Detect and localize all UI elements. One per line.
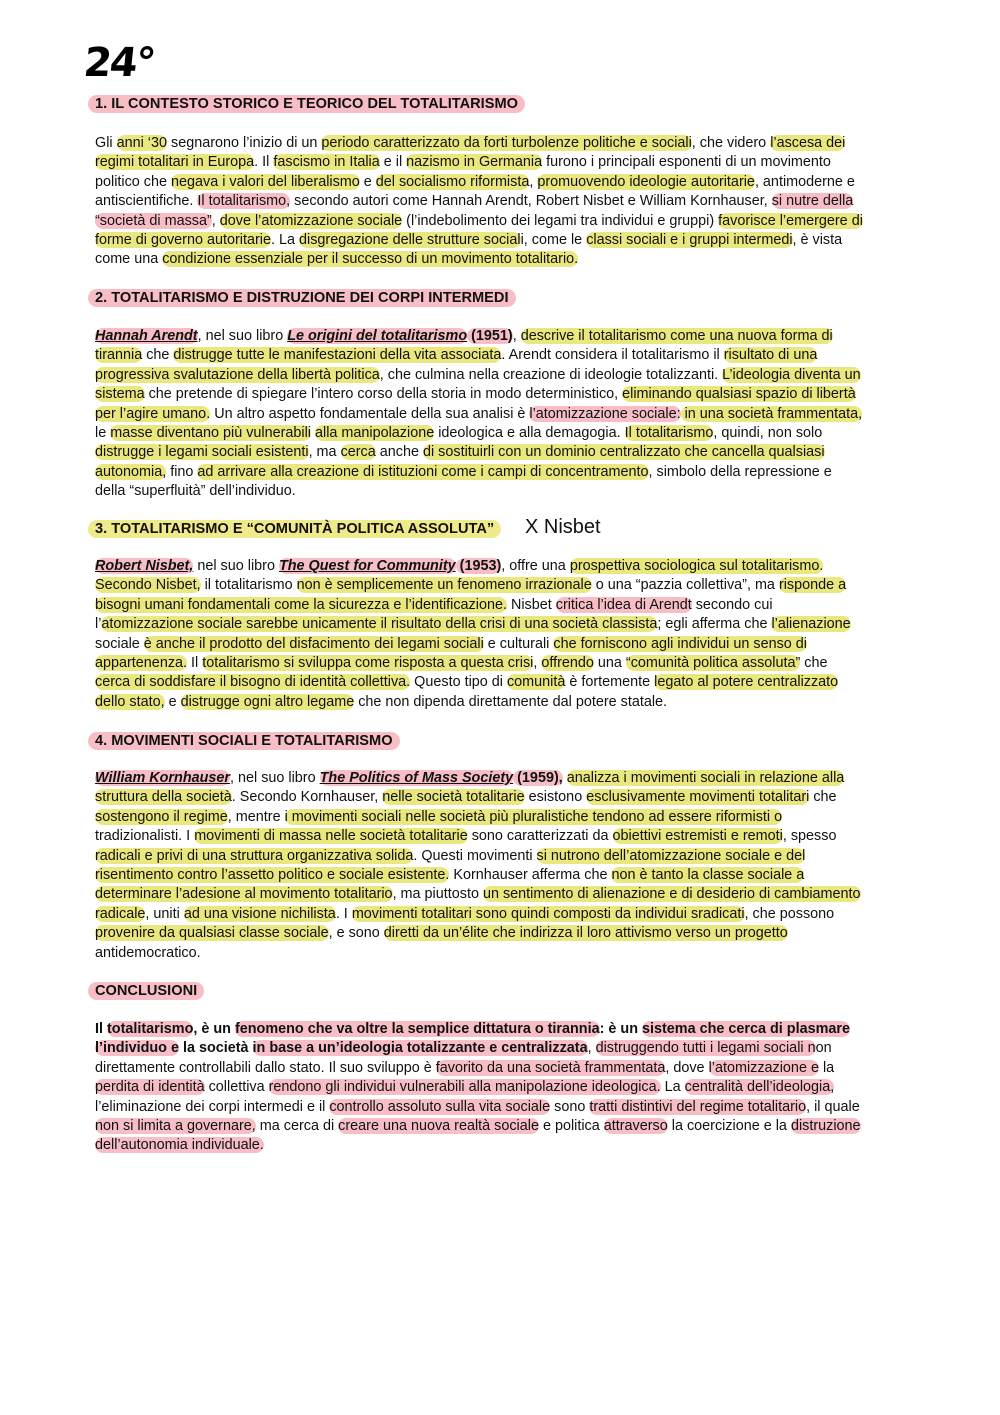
- highlighted-text: perdita di identità: [95, 1079, 205, 1096]
- text-line: [95, 1117, 910, 1136]
- text-run: antiscientifiche.: [95, 193, 198, 210]
- text-line: [95, 212, 910, 231]
- highlighted-text: classi sociali e i gruppi intermedi: [586, 232, 793, 249]
- text-run: furono i principali esponenti di un movimento: [542, 154, 831, 171]
- text-line: [95, 808, 910, 827]
- highlighted-text: determinare l’adesione al movimento totalitario: [95, 886, 393, 903]
- highlighted-text: The Quest for Community: [278, 558, 456, 574]
- text-run: che: [809, 789, 837, 806]
- highlighted-text: creare una nuova realtà sociale: [338, 1118, 539, 1135]
- highlighted-text: sistema che cerca di plasmare: [641, 1021, 850, 1037]
- section-4-title: 4. MOVIMENTI SOCIALI E TOTALITARISMO: [88, 731, 400, 751]
- highlighted-text: totalitarismo si sviluppa come risposta a questa crisi: [202, 655, 534, 672]
- text-run: Un altro aspetto fondamentale della sua analisi è: [210, 405, 530, 422]
- highlighted-text: movimenti totalitari sono quindi composti da individui sradicati: [351, 905, 745, 922]
- highlighted-text: (1959),: [513, 770, 563, 786]
- highlighted-text: controllo assoluto sulla vita sociale: [329, 1098, 551, 1115]
- text-run: , uniti: [145, 905, 184, 922]
- highlighted-text: critica l’idea di Arendt: [555, 596, 692, 613]
- text-line: [95, 366, 910, 385]
- text-line: [95, 385, 910, 404]
- highlighted-text: autonomia,: [95, 463, 167, 480]
- text-run: e il: [379, 154, 407, 171]
- highlighted-text: Hannah Arendt: [95, 328, 198, 344]
- text-run: , nel suo libro: [197, 328, 288, 344]
- highlighted-text: condizione essenziale per il successo di un movimento totalitario.: [162, 251, 579, 268]
- text-line: [95, 250, 910, 269]
- highlighted-text: Il totalitarismo,: [197, 193, 291, 210]
- text-run: . La: [270, 232, 299, 249]
- highlighted-text: si nutrono dell’atomizzazione sociale e del: [536, 847, 806, 864]
- section-4-paragraph: [95, 769, 910, 963]
- highlighted-text: regimi totalitari in Europa: [95, 154, 255, 171]
- highlighted-text: centralità dell’ideologia,: [684, 1079, 835, 1096]
- text-line: [95, 153, 910, 172]
- text-run: , e sono: [328, 925, 384, 942]
- highlighted-text: sistema: [95, 386, 145, 403]
- text-run: una: [593, 655, 626, 672]
- text-run: e: [359, 173, 376, 190]
- text-run: l’: [95, 616, 102, 633]
- highlighted-text: disgregazione delle strutture social: [299, 232, 521, 249]
- highlighted-text: l’atomizzazione e: [708, 1059, 819, 1076]
- section-3-title: 3. TOTALITARISMO E “COMUNITÀ POLITICA ASSOLUTA”: [88, 519, 501, 539]
- highlighted-text: diretti da un’élite che indirizza il loro attivismo verso un progetto: [383, 925, 788, 942]
- highlighted-text: dello stato,: [95, 693, 165, 710]
- highlighted-text: “società di massa”: [95, 212, 212, 229]
- text-run: tradizionalisti. I: [95, 828, 195, 845]
- highlighted-text: di sostituirli con un dominio centralizzato che cancella qualsiasi: [422, 444, 825, 461]
- text-run: Il: [187, 655, 203, 672]
- highlighted-text: nelle società totalitarie: [382, 789, 525, 806]
- highlighted-text: dove l’atomizzazione sociale: [219, 212, 403, 229]
- text-line: [95, 885, 910, 904]
- highlighted-text: negava i valori del liberalismo: [171, 173, 360, 190]
- highlighted-text: totalitarismo: [107, 1021, 194, 1037]
- highlighted-text: tratti distintivi del regime totalitario: [589, 1098, 807, 1115]
- text-run: Questo tipo di: [410, 674, 507, 691]
- text-run: La: [660, 1079, 685, 1096]
- highlighted-text: Il: [95, 1021, 107, 1037]
- text-line: [95, 827, 910, 846]
- text-run: la coercizione e la: [667, 1118, 791, 1135]
- highlighted-text: , è un: [193, 1021, 235, 1037]
- highlighted-text: tirannia: [95, 347, 143, 364]
- highlighted-text: è anche il prodotto del disfacimento dei legami sociali: [143, 635, 484, 652]
- text-run: , che possono: [744, 905, 835, 922]
- text-line: [95, 192, 910, 211]
- text-line: [95, 1136, 910, 1155]
- text-line: [95, 1098, 910, 1117]
- text-run: ; egli afferma che: [657, 616, 772, 633]
- highlighted-text: distruzione: [790, 1118, 861, 1135]
- text-run: , che culmina nella creazione di ideologie totalizzanti.: [379, 366, 723, 383]
- text-line: [95, 346, 910, 365]
- text-run: e politica: [538, 1118, 604, 1135]
- highlighted-text: appartenenza.: [95, 655, 188, 672]
- highlighted-text: legato al potere centralizzato: [654, 674, 839, 691]
- highlighted-text: radicale: [95, 905, 146, 922]
- text-line: [95, 905, 910, 924]
- text-run: antidemocratico.: [95, 944, 201, 961]
- highlighted-text: attraverso: [603, 1118, 668, 1135]
- text-line: [95, 673, 910, 692]
- text-run: ,: [587, 1040, 596, 1057]
- text-run: , ma: [308, 444, 341, 461]
- text-run: , offre una: [501, 558, 570, 574]
- highlighted-text: un sentimento di alienazione e di desiderio di cambiamento: [482, 886, 861, 903]
- text-run: , ma piuttosto: [392, 886, 483, 903]
- text-run: Nisbet: [506, 596, 556, 613]
- highlighted-text: anni ‘30: [116, 135, 168, 151]
- text-run: le: [95, 425, 111, 442]
- text-line: [95, 788, 910, 807]
- highlighted-text: periodo caratterizzato da forti turbolenze politiche e sociali: [321, 135, 692, 151]
- highlighted-text: The Politics of Mass Society: [319, 770, 514, 786]
- text-run: la: [818, 1059, 835, 1076]
- highlighted-text: distrugge tutte le manifestazioni della vita associata: [173, 347, 502, 364]
- text-run: . Questi movimenti: [413, 847, 537, 864]
- text-run: . Il: [254, 154, 274, 171]
- text-run: nel suo libro: [193, 558, 279, 574]
- text-run: , che videro: [691, 135, 771, 151]
- text-run: . Secondo Kornhauser,: [231, 789, 383, 806]
- highlighted-text: distrugge ogni altro legame: [180, 693, 355, 710]
- text-line: [95, 231, 910, 250]
- text-run: , nel suo libro: [230, 770, 320, 786]
- highlighted-text: progressiva svalutazione della libertà politica: [95, 366, 380, 383]
- highlighted-text: cerca: [340, 444, 376, 461]
- text-line: [95, 654, 910, 673]
- highlighted-text: non si limita a governare,: [95, 1118, 256, 1135]
- section-2-paragraph: [95, 327, 910, 502]
- text-run: , simbolo della repressione e: [648, 463, 832, 480]
- highlighted-text: sostengono il regime: [95, 808, 228, 825]
- highlighted-text: (1951): [467, 328, 513, 344]
- highlighted-text: per l’agire umano.: [95, 405, 211, 422]
- text-line: [95, 173, 910, 192]
- section-1-title: 1. IL CONTESTO STORICO E TEORICO DEL TOTALITARISMO: [88, 94, 525, 114]
- highlighted-text: nazismo in Germania: [406, 154, 543, 171]
- text-run: collettiva: [204, 1079, 269, 1096]
- text-run: che: [142, 347, 174, 364]
- text-run: direttamente controllabili dallo stato. Il suo sviluppo è: [95, 1059, 436, 1076]
- text-run: che pretende di spiegare l’intero corso della storia in modo deterministico,: [144, 386, 623, 403]
- text-run: secondo cui: [691, 596, 773, 613]
- highlighted-text: bisogni umani fondamentali come la sicurezza e l’identificazione.: [95, 596, 507, 613]
- highlighted-text: descrive il totalitarismo come una nuova forma di: [520, 328, 833, 344]
- highlighted-text: Il totalitarismo: [624, 425, 714, 442]
- text-run: l’eliminazione dei corpi intermedi e il: [95, 1098, 330, 1115]
- margin-note: X Nisbet: [525, 516, 601, 538]
- text-run: come una: [95, 251, 163, 268]
- conclusions-title: CONCLUSIONI: [88, 981, 204, 1001]
- text-line: [95, 134, 910, 153]
- text-line: [95, 635, 910, 654]
- highlighted-text: Secondo Nisbet,: [95, 577, 201, 594]
- text-run: i, come le: [520, 232, 587, 249]
- text-line: [95, 482, 910, 501]
- text-line: [95, 847, 910, 866]
- highlighted-text: : è un: [599, 1021, 642, 1037]
- text-run: della “superfluità” dell’individuo.: [95, 483, 296, 500]
- text-run: o una “pazzia collettiva”, ma: [591, 577, 779, 594]
- text-run: che non dipenda direttamente dal potere statale.: [354, 693, 668, 710]
- text-run: esistono: [524, 789, 587, 806]
- text-run: on: [815, 1040, 832, 1057]
- highlighted-text: struttura della società: [95, 789, 232, 806]
- highlighted-text: alla manipolazione: [315, 425, 435, 442]
- highlighted-text: i movimenti sociali nelle società più pluralistiche tendono ad essere riformisti o: [284, 808, 783, 825]
- text-run: ,: [512, 328, 521, 344]
- highlighted-text: del socialismo riformista: [375, 173, 530, 190]
- text-line: [95, 443, 910, 462]
- highlighted-text: obiettivi estremisti e remoti: [612, 828, 783, 845]
- section-1-paragraph: [95, 134, 910, 270]
- text-run: ,: [211, 212, 220, 229]
- text-run: sono: [550, 1098, 590, 1115]
- text-run: è fortemente: [565, 674, 655, 691]
- text-run: , dove: [665, 1059, 709, 1076]
- highlighted-text: promuovendo ideologie autoritarie: [537, 173, 755, 190]
- text-run: , spesso: [782, 828, 837, 845]
- text-line: [95, 405, 910, 424]
- highlighted-text: L’ideologia diventa un: [722, 366, 861, 383]
- highlighted-text: fenomeno che va oltre la semplice dittatura o tirannia: [234, 1021, 600, 1037]
- highlighted-text: l’ascesa dei: [770, 135, 846, 151]
- highlighted-text: favorisce l’emergere di: [718, 212, 863, 229]
- conclusions-paragraph: [95, 1020, 910, 1156]
- highlighted-text: in base a un’ideologia totalizzante e centralizzata: [252, 1040, 588, 1057]
- text-run: , quindi, non solo: [713, 425, 823, 442]
- highlighted-text: masse diventano più vulnerabili: [110, 425, 311, 442]
- text-run: , mentre: [227, 808, 285, 825]
- highlighted-text: l’individuo e: [95, 1040, 179, 1057]
- text-run: Gli: [95, 135, 117, 151]
- text-run: (l’indebolimento dei legami tra individui e gruppi): [402, 212, 719, 229]
- text-line: [95, 1078, 910, 1097]
- highlighted-text: risultato di una: [723, 347, 818, 364]
- text-run: politico che: [95, 173, 171, 190]
- highlighted-text: distruggendo tutti i legami sociali n: [595, 1040, 816, 1057]
- text-run: . I: [335, 905, 352, 922]
- text-line: [95, 769, 910, 788]
- highlighted-text: radicali e privi di una struttura organizzativa solida: [95, 847, 414, 864]
- highlighted-text: risentimento contro l’assetto politico e sociale esistente.: [95, 867, 450, 884]
- text-line: [95, 924, 910, 943]
- text-run: . Arendt considera il totalitarismo il: [501, 347, 724, 364]
- text-run: sono caratterizzati da: [467, 828, 613, 845]
- text-line: [95, 1059, 910, 1078]
- text-run: anche: [375, 444, 423, 461]
- text-line: [95, 463, 910, 482]
- highlighted-text: non è tanto la classe sociale a: [611, 867, 805, 884]
- text-run: ,: [529, 173, 538, 190]
- highlighted-text: cerca di soddisfare il bisogno di identità collettiva.: [95, 674, 411, 691]
- highlighted-text: William Kornhauser: [95, 770, 231, 786]
- text-run: ma cerca di: [255, 1118, 339, 1135]
- highlighted-text: ad una visione nichilista: [183, 905, 336, 922]
- text-run: , è vista: [792, 232, 843, 249]
- highlighted-text: che forniscono agli individui un senso di: [553, 635, 807, 652]
- highlighted-text: offrendo: [541, 655, 594, 672]
- text-line: [95, 596, 910, 615]
- text-run: Kornhauser afferma che: [449, 867, 612, 884]
- highlighted-text: risponde a: [778, 577, 847, 594]
- highlighted-text: l’alienazione: [771, 616, 851, 633]
- highlighted-text: non è semplicemente un fenomeno irrazionale: [296, 577, 592, 594]
- text-line: [95, 866, 910, 885]
- highlighted-text: prospettiva sociologica sul totalitarismo.: [569, 558, 824, 574]
- text-run: e: [164, 693, 181, 710]
- text-run: e culturali: [483, 635, 554, 652]
- text-run: il totalitarismo: [200, 577, 297, 594]
- highlighted-text: (1953): [455, 558, 502, 574]
- highlighted-text: fascismo in Italia: [273, 154, 380, 171]
- highlighted-text: “comunità politica assoluta”: [625, 655, 801, 672]
- highlighted-text: esclusivamente movimenti totalitari: [586, 789, 810, 806]
- highlighted-text: ad arrivare alla creazione di istituzioni come i campi di concentramento: [197, 463, 649, 480]
- text-run: , antimoderne e: [754, 173, 855, 190]
- text-line: [95, 1039, 910, 1058]
- text-line: [95, 327, 910, 346]
- text-run: che: [800, 655, 828, 672]
- highlighted-text: in una società frammentata,: [680, 405, 863, 422]
- text-line: [95, 576, 910, 595]
- highlighted-text: Le origini del totalitarismo: [287, 328, 468, 344]
- highlighted-text: provenire da qualsiasi classe sociale: [95, 925, 329, 942]
- section-2-title: 2. TOTALITARISMO E DISTRUZIONE DEI CORPI INTERMEDI: [88, 288, 516, 308]
- highlighted-text: distrugge i legami sociali esistenti: [95, 444, 309, 461]
- highlighted-text: dell’autonomia individuale.: [95, 1137, 264, 1154]
- text-run: , il quale: [806, 1098, 860, 1115]
- highlighted-text: Robert Nisbet,: [95, 558, 194, 574]
- section-3-paragraph: [95, 557, 910, 712]
- highlighted-text: comunità: [506, 674, 566, 691]
- text-line: [95, 1020, 910, 1039]
- text-line: [95, 557, 910, 576]
- highlighted-text: forme di governo autoritarie: [95, 232, 271, 249]
- highlighted-text: favorito da una società frammentata: [435, 1059, 666, 1076]
- handwritten-page-number: 24°: [81, 40, 157, 86]
- highlighted-text: l’atomizzazione sociale:: [529, 405, 681, 422]
- text-run: ,: [533, 655, 542, 672]
- highlighted-text: si nutre della: [771, 193, 854, 210]
- highlighted-text: eliminando qualsiasi spazio di libertà: [622, 386, 856, 403]
- highlighted-text: la società: [178, 1040, 253, 1057]
- text-line: [95, 693, 910, 712]
- highlighted-text: atomizzazione sociale sarebbe unicamente il risultato della crisi di una società classista: [101, 616, 658, 633]
- text-run: segnarono l’inizio di un: [167, 135, 322, 151]
- text-line: [95, 944, 910, 963]
- text-run: secondo autori come Hannah Arendt, Robert Nisbet e William Kornhauser,: [290, 193, 772, 210]
- text-line: [95, 424, 910, 443]
- highlighted-text: analizza i movimenti sociali in relazione alla: [566, 770, 845, 786]
- text-run: ideologica e alla demagogia.: [434, 425, 625, 442]
- highlighted-text: movimenti di massa nelle società totalitarie: [194, 828, 468, 845]
- highlighted-text: rendono gli individui vulnerabili alla manipolazione ideologica.: [268, 1079, 661, 1096]
- text-line: [95, 615, 910, 634]
- text-run: sociale: [95, 635, 144, 652]
- text-run: fino: [166, 463, 198, 480]
